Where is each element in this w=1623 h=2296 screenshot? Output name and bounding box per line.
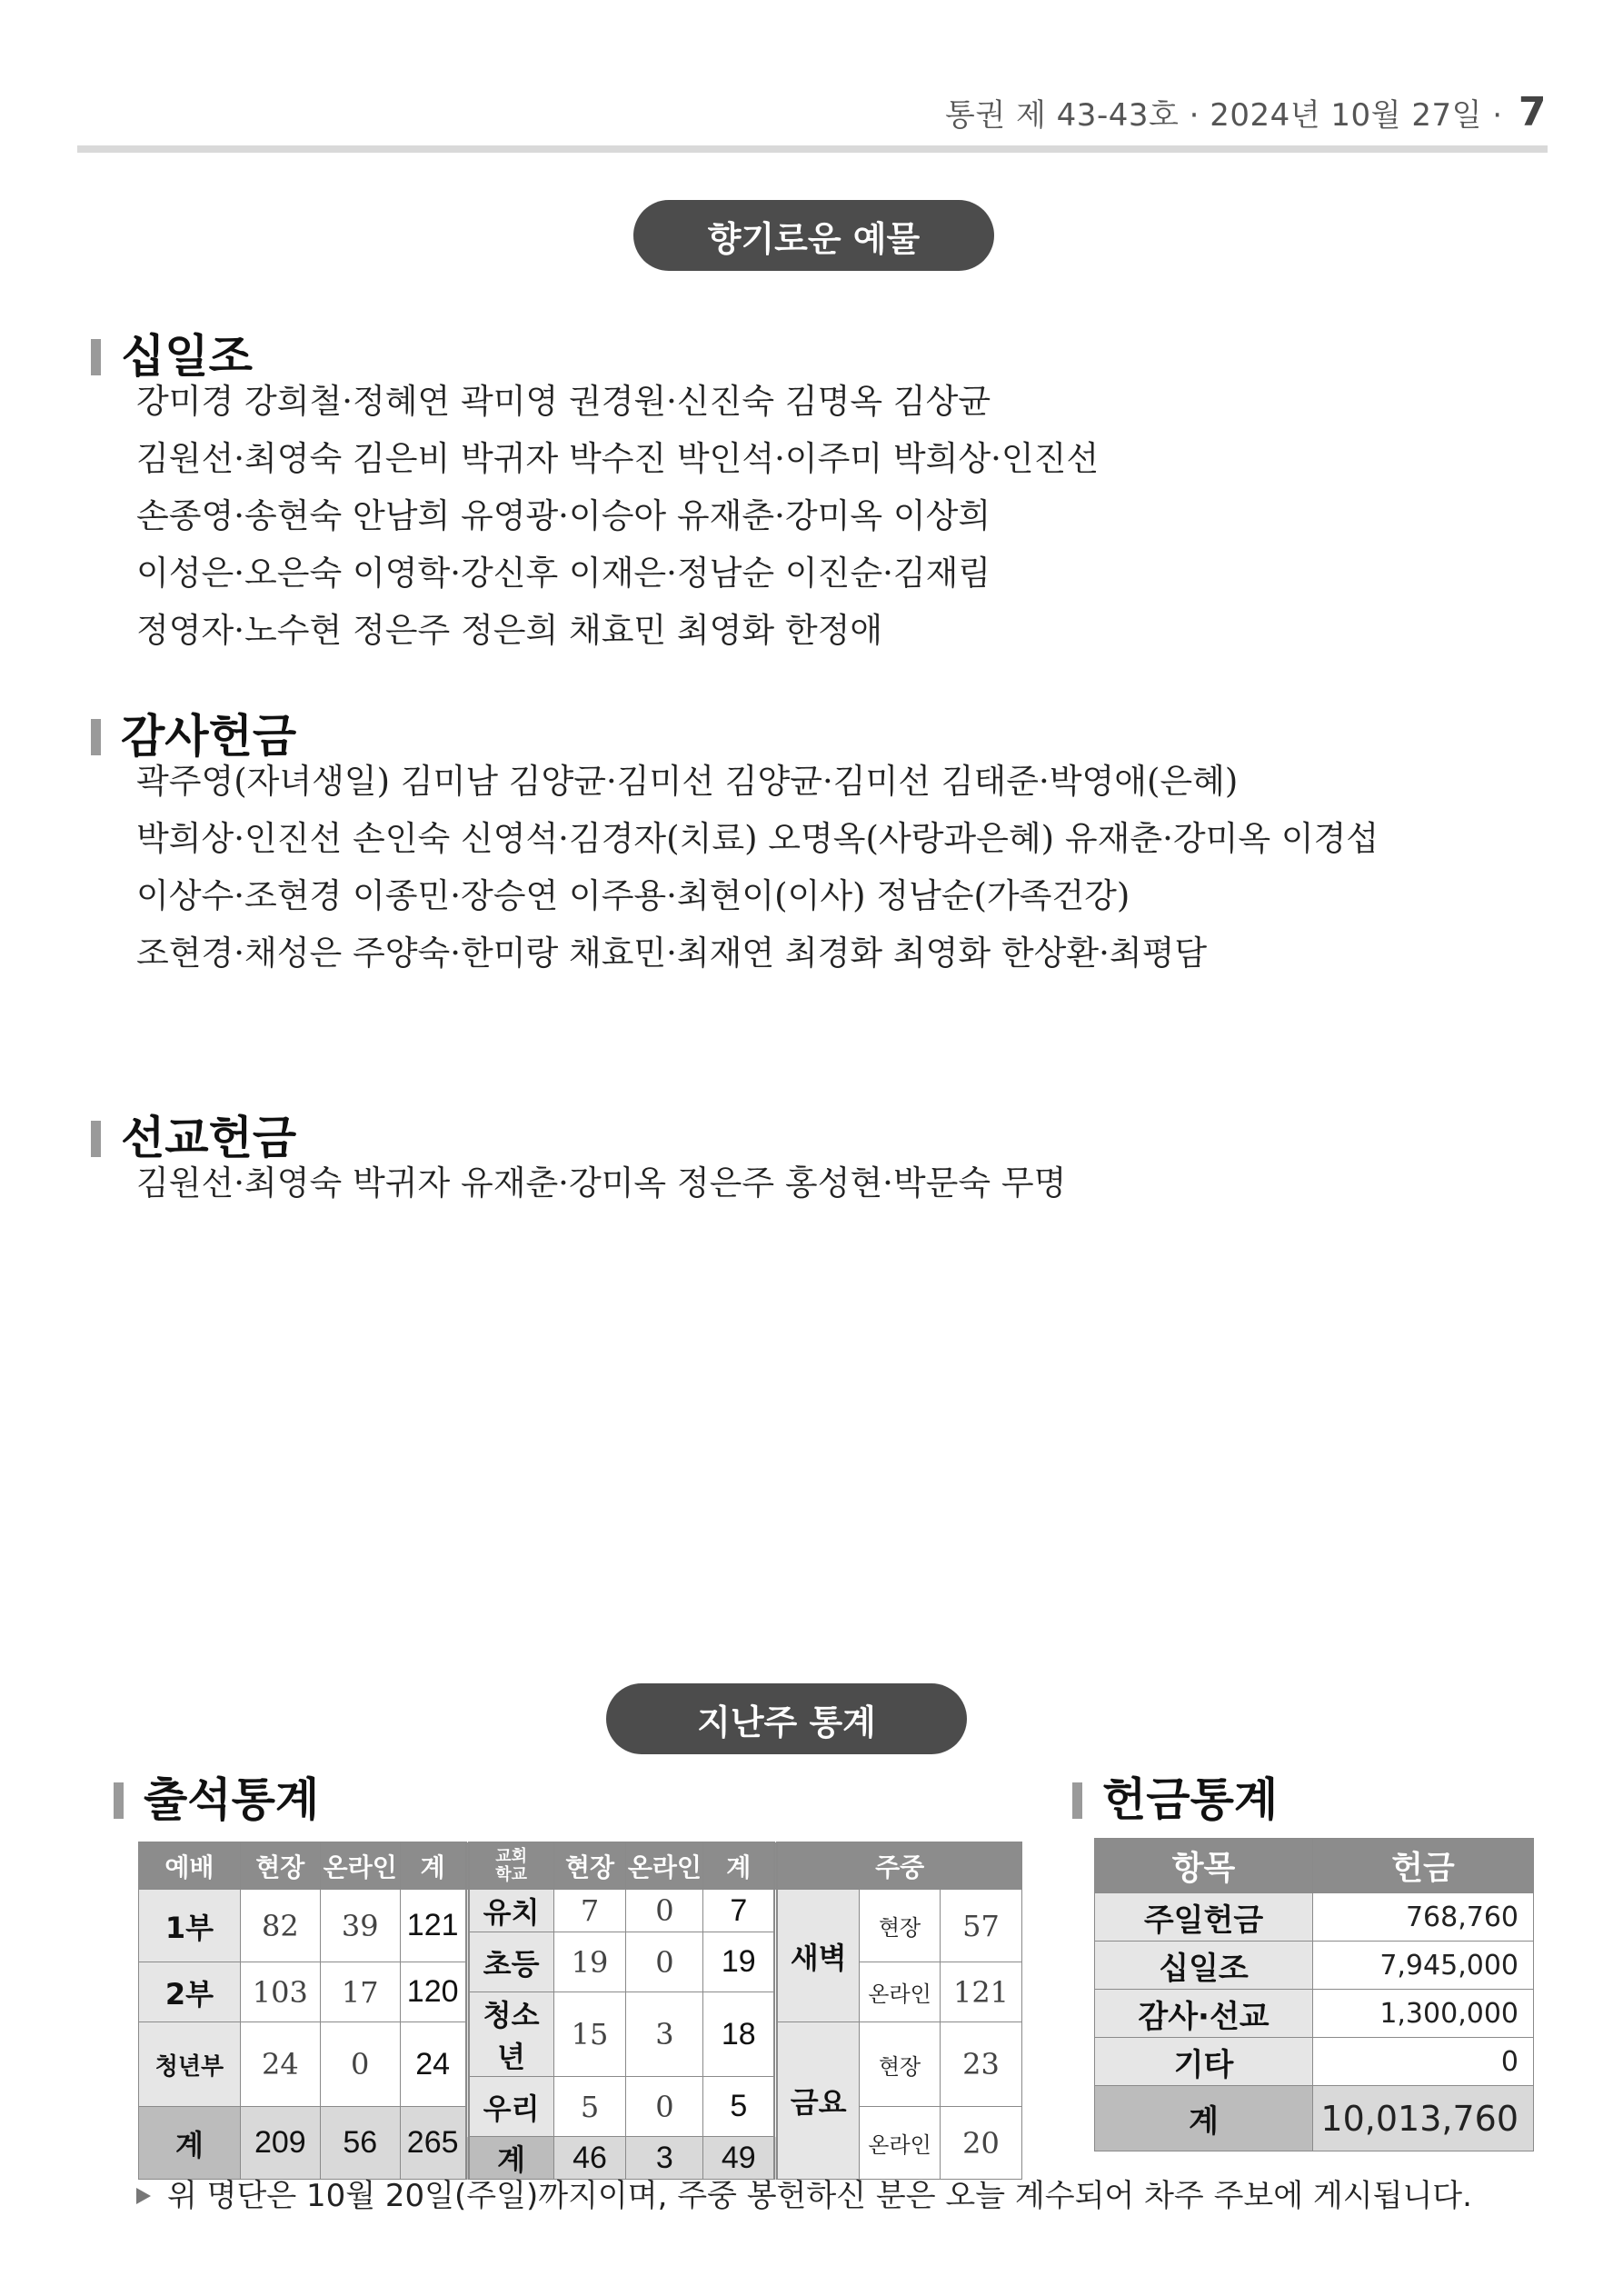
footnote: 위 명단은 10월 20일(주일)까지이며, 주중 봉헌하신 분은 오늘 계수되어 차주 주보에 게시됩니다. <box>136 2171 1472 2215</box>
offering-banner: 향기로운 예물 <box>633 200 994 271</box>
section-marker <box>91 719 101 755</box>
name-line: 곽주영(자녀생일) 김미남 김양균·김미선 김양균·김미선 김태준·박영애(은혜) <box>136 762 1239 801</box>
weekday-label: 새벽 <box>776 1890 860 2022</box>
cash-item: 십일조 <box>1095 1942 1313 1990</box>
tithe-names <box>136 373 1099 659</box>
worship-online-sum: 56 <box>320 2107 400 2180</box>
worship-online: 39 <box>320 1890 400 1962</box>
attendance-header-row <box>139 1842 1022 1890</box>
attendance-title: 출석통계 <box>114 1763 319 1829</box>
mission-names <box>136 1154 1066 1212</box>
cash-item: 감사·선교 <box>1095 1990 1313 2038</box>
header-onsite: 현장 <box>553 1842 626 1890</box>
header-online: 온라인 <box>320 1842 400 1890</box>
name-line: 손종영·송현숙 안남희 유영광·이승아 유재춘·강미옥 이상희 <box>136 496 991 535</box>
header-total: 계 <box>400 1842 467 1890</box>
school-total: 19 <box>703 1932 776 1992</box>
weekday-value: 57 <box>940 1890 1021 1962</box>
school-label: 초등 <box>467 1932 553 1992</box>
worship-onsite: 82 <box>240 1890 320 1962</box>
school-online: 0 <box>626 1890 703 1932</box>
name-line: 강미경 강희철·정혜연 곽미영 권경원·신진숙 김명옥 김상균 <box>136 382 991 421</box>
cash-amount: 768,760 <box>1313 1893 1534 1942</box>
issue-text: 통권 제 43-43호 · 2024년 10월 27일 · <box>945 97 1513 134</box>
weekday-type: 온라인 <box>860 2107 941 2180</box>
stats-banner: 지난주 통계 <box>606 1683 967 1754</box>
school-total: 18 <box>703 1992 776 2077</box>
school-total-label: 계 <box>467 2137 553 2180</box>
worship-onsite: 103 <box>240 1962 320 2022</box>
worship-onsite: 24 <box>240 2022 320 2107</box>
cash-title: 헌금통계 <box>1072 1763 1278 1829</box>
section-title-tithe: 십일조 <box>91 320 253 385</box>
section-marker <box>91 339 101 375</box>
weekday-value: 23 <box>940 2022 1021 2107</box>
table-row <box>1095 1942 1534 1990</box>
header-weekday: 주중 <box>776 1842 1022 1890</box>
header-amount: 헌금 <box>1313 1839 1534 1893</box>
school-onsite: 15 <box>553 1992 626 2077</box>
worship-label: 2부 <box>139 1962 241 2022</box>
triangle-bullet-icon <box>136 2188 151 2204</box>
weekday-value: 20 <box>940 2107 1021 2180</box>
cash-total-amount: 10,013,760 <box>1313 2086 1534 2151</box>
worship-online: 17 <box>320 1962 400 2022</box>
cash-amount: 1,300,000 <box>1313 1990 1534 2038</box>
school-online: 3 <box>626 1992 703 2077</box>
header-worship: 예배 <box>139 1842 241 1890</box>
section-title-mission: 선교헌금 <box>91 1102 296 1167</box>
worship-total: 121 <box>400 1890 467 1962</box>
table-row <box>1095 1990 1534 2038</box>
header-divider <box>77 145 1548 153</box>
worship-total-label: 계 <box>139 2107 241 2180</box>
weekday-type: 현장 <box>860 1890 941 1962</box>
table-row <box>139 1890 1022 1932</box>
school-onsite-sum: 46 <box>553 2137 626 2180</box>
weekday-type: 현장 <box>860 2022 941 2107</box>
page-number: 7 <box>1518 89 1547 135</box>
cash-amount: 7,945,000 <box>1313 1942 1534 1990</box>
school-label: 유치 <box>467 1890 553 1932</box>
header-online: 온라인 <box>626 1842 703 1890</box>
name-line: 이성은·오은숙 이영학·강신후 이재은·정남순 이진순·김재림 <box>136 554 991 593</box>
school-total-sum: 49 <box>703 2137 776 2180</box>
worship-onsite-sum: 209 <box>240 2107 320 2180</box>
weekday-label: 금요 <box>776 2022 860 2180</box>
worship-label: 1부 <box>139 1890 241 1962</box>
name-line: 김원선·최영숙 김은비 박귀자 박수진 박인석·이주미 박희상·인진선 <box>136 439 1100 478</box>
cash-item: 기타 <box>1095 2038 1313 2086</box>
name-line: 김원선·최영숙 박귀자 유재춘·강미옥 정은주 홍성현·박문숙 무명 <box>136 1163 1067 1203</box>
table-row <box>1095 2038 1534 2086</box>
school-onsite: 5 <box>553 2077 626 2137</box>
school-online-sum: 3 <box>626 2137 703 2180</box>
header-church-school: 교회 학교 <box>467 1842 553 1890</box>
table-row <box>1095 1893 1534 1942</box>
section-title-thanks: 감사헌금 <box>91 700 296 765</box>
worship-total-sum: 265 <box>400 2107 467 2180</box>
name-line: 조현경·채성은 주양숙·한미랑 채효민·최재연 최경화 최영화 한상환·최평담 <box>136 933 1208 973</box>
school-online: 0 <box>626 2077 703 2137</box>
cash-table <box>1094 1838 1534 2151</box>
attendance-table <box>138 1842 1022 2180</box>
worship-label: 청년부 <box>139 2022 241 2107</box>
worship-total: 120 <box>400 1962 467 2022</box>
issue-info <box>945 89 1547 135</box>
section-marker <box>1072 1782 1082 1819</box>
name-line: 이상수·조현경 이종민·장승연 이주용·최현이(이사) 정남순(가족건강) <box>136 876 1130 915</box>
school-label: 우리 <box>467 2077 553 2137</box>
school-online: 0 <box>626 1932 703 1992</box>
school-total: 7 <box>703 1890 776 1932</box>
header-onsite: 현장 <box>240 1842 320 1890</box>
cash-item: 주일헌금 <box>1095 1893 1313 1942</box>
worship-total: 24 <box>400 2022 467 2107</box>
cash-total-label: 계 <box>1095 2086 1313 2151</box>
cash-header-row <box>1095 1839 1534 1893</box>
section-marker <box>114 1782 124 1819</box>
thanks-names <box>136 753 1379 982</box>
header-total: 계 <box>703 1842 776 1890</box>
table-row <box>1095 2086 1534 2151</box>
name-line: 정영자·노수현 정은주 정은희 채효민 최영화 한정애 <box>136 611 883 650</box>
weekday-value: 121 <box>940 1962 1021 2022</box>
school-label: 청소년 <box>467 1992 553 2077</box>
name-line: 박희상·인진선 손인숙 신영석·김경자(치료) 오명옥(사랑과은혜) 유재춘·강미옥 이경섭 <box>136 819 1379 858</box>
school-onsite: 19 <box>553 1932 626 1992</box>
school-onsite: 7 <box>553 1890 626 1932</box>
header-item: 항목 <box>1095 1839 1313 1893</box>
weekday-type: 온라인 <box>860 1962 941 2022</box>
cash-amount: 0 <box>1313 2038 1534 2086</box>
section-marker <box>91 1121 101 1157</box>
school-total: 5 <box>703 2077 776 2137</box>
worship-online: 0 <box>320 2022 400 2107</box>
